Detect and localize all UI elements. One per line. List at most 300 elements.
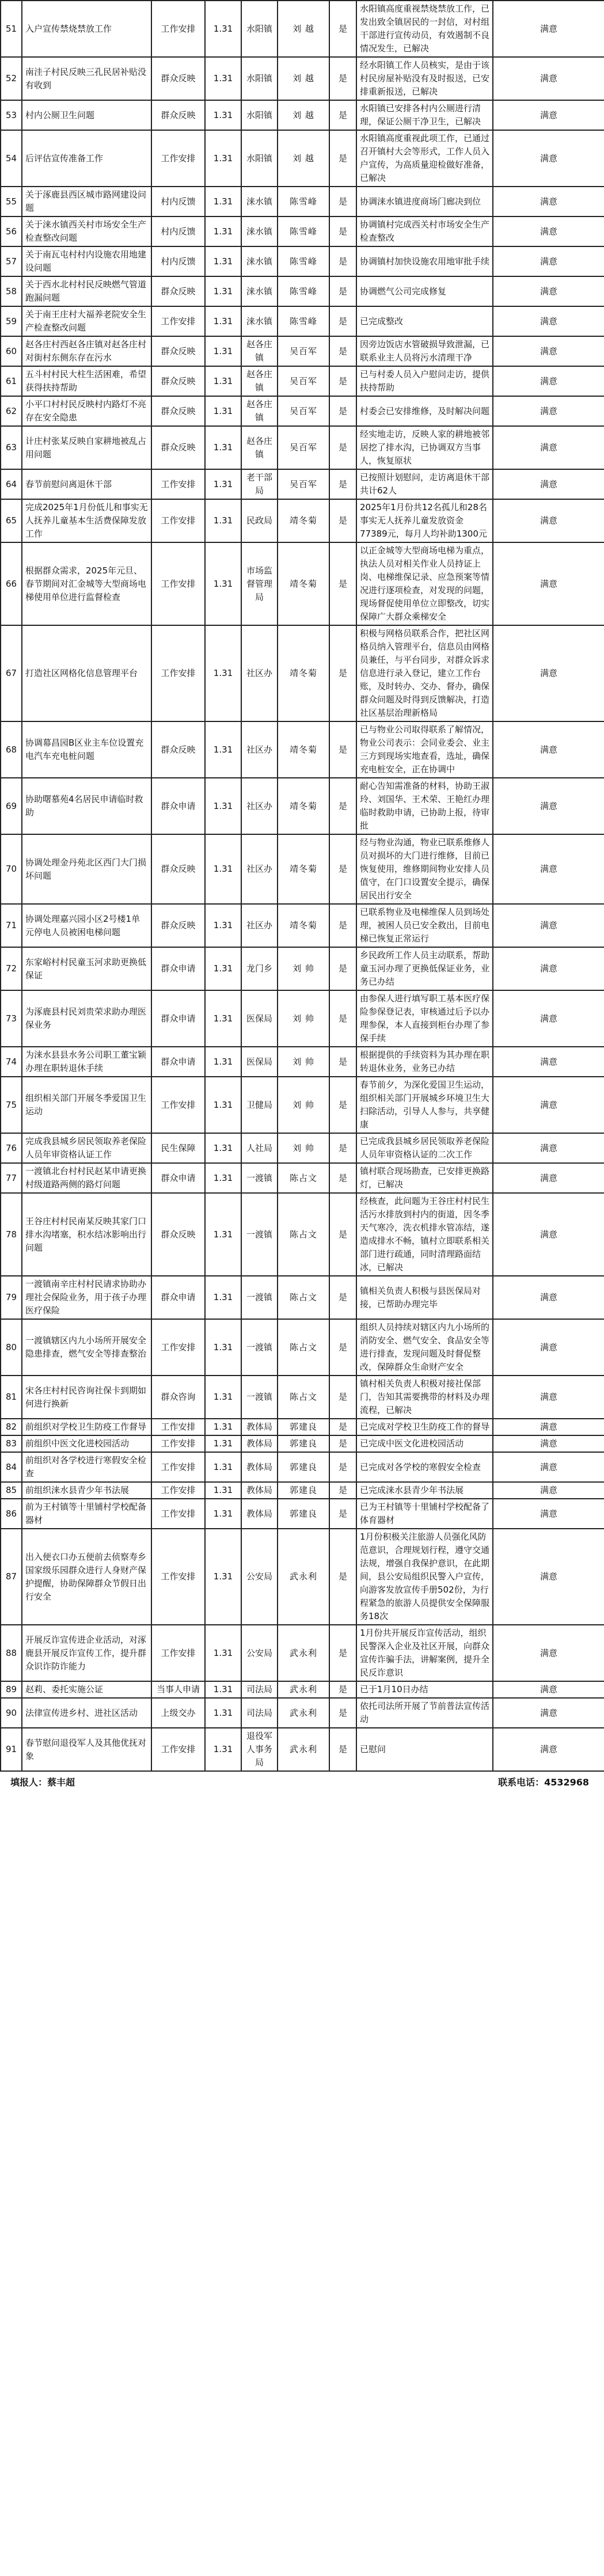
item-date: 1.31 bbox=[205, 1499, 241, 1529]
item-type: 群众反映 bbox=[151, 336, 205, 366]
item-date: 1.31 bbox=[205, 396, 241, 426]
row-number: 57 bbox=[1, 246, 22, 276]
responsible-unit: 医保局 bbox=[241, 1047, 278, 1077]
item-date: 1.31 bbox=[205, 1047, 241, 1077]
satisfaction: 满意 bbox=[493, 1193, 604, 1276]
item-date: 1.31 bbox=[205, 100, 241, 130]
table-row bbox=[1, 904, 604, 947]
responsible-person: 武永利 bbox=[278, 1681, 329, 1698]
completed-flag: 是 bbox=[329, 1482, 356, 1499]
table-row bbox=[1, 216, 604, 246]
item-type: 上级交办 bbox=[151, 1698, 205, 1728]
handling-result: 协调镇村加快设施农用地审批手续 bbox=[356, 246, 493, 276]
table-row bbox=[1, 1319, 604, 1376]
responsible-unit: 退役军人事务局 bbox=[241, 1728, 278, 1771]
satisfaction: 满意 bbox=[493, 778, 604, 834]
handling-result: 镇村联合现场勘查，已安排更换路灯，已解决 bbox=[356, 1163, 493, 1193]
item-type: 工作安排 bbox=[151, 1319, 205, 1376]
completed-flag: 是 bbox=[329, 1728, 356, 1771]
item-date: 1.31 bbox=[205, 1452, 241, 1482]
item-title: 前为王村镇等十里铺村学校配备器材 bbox=[22, 1499, 151, 1529]
table-row bbox=[1, 276, 604, 306]
completed-flag: 是 bbox=[329, 625, 356, 721]
completed-flag: 是 bbox=[329, 1376, 356, 1419]
item-type: 当事人申请 bbox=[151, 1681, 205, 1698]
completed-flag: 是 bbox=[329, 1163, 356, 1193]
item-type: 工作安排 bbox=[151, 1077, 205, 1133]
item-date: 1.31 bbox=[205, 1419, 241, 1435]
table-row bbox=[1, 625, 604, 721]
table-row bbox=[1, 947, 604, 990]
satisfaction: 满意 bbox=[493, 426, 604, 469]
satisfaction: 满意 bbox=[493, 1698, 604, 1728]
completed-flag: 是 bbox=[329, 1276, 356, 1319]
responsible-person: 靖冬菊 bbox=[278, 904, 329, 947]
responsible-unit: 水阳镇 bbox=[241, 130, 278, 187]
completed-flag: 是 bbox=[329, 990, 356, 1047]
item-title: 关于南王庄村大福养老院安全生产检查整改问题 bbox=[22, 306, 151, 336]
handling-result: 因旁边饭店水管破损导致泄漏，已联系业主人员将污水清理干净 bbox=[356, 336, 493, 366]
item-type: 群众反映 bbox=[151, 834, 205, 904]
table-row bbox=[1, 130, 604, 187]
table-row bbox=[1, 1133, 604, 1163]
satisfaction: 满意 bbox=[493, 336, 604, 366]
handling-result: 镇相关负责人积极与县医保局对接，已帮助办理完毕 bbox=[356, 1276, 493, 1319]
responsible-unit: 赵各庄镇 bbox=[241, 366, 278, 396]
responsible-person: 武永利 bbox=[278, 1625, 329, 1681]
row-number: 80 bbox=[1, 1319, 22, 1376]
handling-result: 积极与网格员联系合作，把社区网格员纳入管理平台，信息员由网格员兼任，与平台同步，对群众诉求信息进行录入登记，建立工作台账，及时转办、交办、督办，确保群众问题及时得到反馈解决，打造社区基层治理新格局 bbox=[356, 625, 493, 721]
item-title: 小平口村村民反映村内路灯不亮存在安全隐患 bbox=[22, 396, 151, 426]
item-type: 群众反映 bbox=[151, 721, 205, 778]
responsible-person: 陈雪峰 bbox=[278, 306, 329, 336]
satisfaction: 满意 bbox=[493, 276, 604, 306]
handling-result: 协调镇村完成西关村市场安全生产检查整改 bbox=[356, 216, 493, 246]
row-number: 91 bbox=[1, 1728, 22, 1771]
satisfaction: 满意 bbox=[493, 542, 604, 625]
item-title: 南洼子村民反映三孔民居补贴没有收到 bbox=[22, 57, 151, 100]
handling-result: 已完成涞水县青少年书法展 bbox=[356, 1482, 493, 1499]
table-row bbox=[1, 1193, 604, 1276]
completed-flag: 是 bbox=[329, 366, 356, 396]
responsible-unit: 社区办 bbox=[241, 721, 278, 778]
item-type: 群众申请 bbox=[151, 1276, 205, 1319]
item-title: 出入便衣口办五便前去侦察寿乡国家级乐园群众进行人身财产保护提醒，协助保障群众节假日出行安全 bbox=[22, 1529, 151, 1625]
responsible-person: 郭建良 bbox=[278, 1419, 329, 1435]
row-number: 62 bbox=[1, 396, 22, 426]
form-footer bbox=[0, 1773, 604, 1789]
table-row bbox=[1, 834, 604, 904]
row-number: 66 bbox=[1, 542, 22, 625]
completed-flag: 是 bbox=[329, 1047, 356, 1077]
item-date: 1.31 bbox=[205, 1529, 241, 1625]
item-type: 群众申请 bbox=[151, 778, 205, 834]
table-row bbox=[1, 1376, 604, 1419]
item-type: 工作安排 bbox=[151, 625, 205, 721]
item-title: 一渡镇南辛庄村村民请求协助办理社会保险业务，用于孩子办理医疗保险 bbox=[22, 1276, 151, 1319]
item-title: 完成我县城乡居民领取养老保险人员年审资格认证工作 bbox=[22, 1133, 151, 1163]
table-row bbox=[1, 1625, 604, 1681]
satisfaction: 满意 bbox=[493, 396, 604, 426]
item-date: 1.31 bbox=[205, 904, 241, 947]
item-date: 1.31 bbox=[205, 1077, 241, 1133]
table-row bbox=[1, 57, 604, 100]
responsible-person: 靖冬菊 bbox=[278, 625, 329, 721]
row-number: 52 bbox=[1, 57, 22, 100]
satisfaction: 满意 bbox=[493, 721, 604, 778]
item-date: 1.31 bbox=[205, 499, 241, 542]
table-row bbox=[1, 1482, 604, 1499]
responsible-person: 陈占文 bbox=[278, 1319, 329, 1376]
satisfaction: 满意 bbox=[493, 947, 604, 990]
completed-flag: 是 bbox=[329, 426, 356, 469]
table-row bbox=[1, 100, 604, 130]
item-type: 工作安排 bbox=[151, 130, 205, 187]
responsible-person: 武永利 bbox=[278, 1698, 329, 1728]
item-date: 1.31 bbox=[205, 1163, 241, 1193]
item-date: 1.31 bbox=[205, 990, 241, 1047]
responsible-unit: 一渡镇 bbox=[241, 1163, 278, 1193]
row-number: 82 bbox=[1, 1419, 22, 1435]
item-date: 1.31 bbox=[205, 426, 241, 469]
handling-result: 春节前夕，为深化爱国卫生运动，组织相关部门开展城乡环境卫生大扫除活动，引导人人参与，共享健康 bbox=[356, 1077, 493, 1133]
completed-flag: 是 bbox=[329, 1681, 356, 1698]
item-title: 赵各庄村西赵各庄镇对赵各庄村对街村东侧东存在污水 bbox=[22, 336, 151, 366]
responsible-unit: 一渡镇 bbox=[241, 1193, 278, 1276]
table-row bbox=[1, 1499, 604, 1529]
item-title: 协调幕昌园B区业主车位设置充电汽车充电桩问题 bbox=[22, 721, 151, 778]
responsible-unit: 一渡镇 bbox=[241, 1276, 278, 1319]
completed-flag: 是 bbox=[329, 469, 356, 499]
responsible-person: 郭建良 bbox=[278, 1435, 329, 1452]
table-row bbox=[1, 426, 604, 469]
item-type: 群众申请 bbox=[151, 1047, 205, 1077]
row-number: 63 bbox=[1, 426, 22, 469]
table-row bbox=[1, 1077, 604, 1133]
item-type: 村内反馈 bbox=[151, 187, 205, 216]
handling-result: 已完成对各学校的寒假安全检查 bbox=[356, 1452, 493, 1482]
responsible-person: 陈雪峰 bbox=[278, 246, 329, 276]
completed-flag: 是 bbox=[329, 57, 356, 100]
item-type: 群众反映 bbox=[151, 396, 205, 426]
item-date: 1.31 bbox=[205, 306, 241, 336]
handling-result: 已为王村镇等十里铺村学校配备了体育器材 bbox=[356, 1499, 493, 1529]
handling-result: 镇村相关负责人积极对接社保部门，告知其需要携带的材料及办理流程，已解决 bbox=[356, 1376, 493, 1419]
responsible-unit: 龙门乡 bbox=[241, 947, 278, 990]
satisfaction: 满意 bbox=[493, 1625, 604, 1681]
completed-flag: 是 bbox=[329, 499, 356, 542]
handling-result: 经与物业沟通，物业已联系维修人员对损坏的大门进行维修，目前已恢复使用，维修期间物业安排人员值守，在门口设置安全提示，确保居民出行安全 bbox=[356, 834, 493, 904]
item-date: 1.31 bbox=[205, 1625, 241, 1681]
item-type: 群众申请 bbox=[151, 1163, 205, 1193]
responsible-person: 郭建良 bbox=[278, 1499, 329, 1529]
item-date: 1.31 bbox=[205, 1133, 241, 1163]
responsible-unit: 涞水镇 bbox=[241, 276, 278, 306]
item-type: 群众反映 bbox=[151, 366, 205, 396]
handling-result: 已联系物业及电梯维保人员到场处理，被困人员已安全救出，目前电梯已恢复正常运行 bbox=[356, 904, 493, 947]
satisfaction: 满意 bbox=[493, 1452, 604, 1482]
satisfaction: 满意 bbox=[493, 499, 604, 542]
responsible-unit: 公安局 bbox=[241, 1625, 278, 1681]
handling-result: 已与村委人员入户慰问走访，提供扶持帮助 bbox=[356, 366, 493, 396]
row-number: 83 bbox=[1, 1435, 22, 1452]
row-number: 88 bbox=[1, 1625, 22, 1681]
item-date: 1.31 bbox=[205, 1435, 241, 1452]
responsible-person: 郭建良 bbox=[278, 1482, 329, 1499]
item-type: 工作安排 bbox=[151, 1419, 205, 1435]
row-number: 54 bbox=[1, 130, 22, 187]
handling-result: 已于1月10日办结 bbox=[356, 1681, 493, 1698]
item-title: 关于涞水镇西关村市场安全生产检查整改问题 bbox=[22, 216, 151, 246]
handling-result: 乡民政所工作人员主动联系，帮助童玉河办理了更换低保证业务，业务已办结 bbox=[356, 947, 493, 990]
satisfaction: 满意 bbox=[493, 130, 604, 187]
responsible-person: 刘 帅 bbox=[278, 947, 329, 990]
handling-result: 组织人员持续对辖区内九小场所的消防安全、燃气安全、食品安全等进行排查，发现问题及时督促整改，保障群众生命财产安全 bbox=[356, 1319, 493, 1376]
responsible-person: 陈占文 bbox=[278, 1376, 329, 1419]
table-row bbox=[1, 469, 604, 499]
table-row bbox=[1, 542, 604, 625]
item-date: 1.31 bbox=[205, 57, 241, 100]
item-title: 前组织涞水县青少年书法展 bbox=[22, 1482, 151, 1499]
completed-flag: 是 bbox=[329, 1698, 356, 1728]
item-title: 前组织对学校卫生防疫工作督导 bbox=[22, 1419, 151, 1435]
item-title: 协调处理嘉兴园小区2号楼1单元停电人员被困电梯问题 bbox=[22, 904, 151, 947]
responsible-unit: 一渡镇 bbox=[241, 1376, 278, 1419]
table-row bbox=[1, 1, 604, 57]
row-number: 67 bbox=[1, 625, 22, 721]
item-title: 前组织对各学校进行寒假安全检查 bbox=[22, 1452, 151, 1482]
item-date: 1.31 bbox=[205, 834, 241, 904]
row-number: 86 bbox=[1, 1499, 22, 1529]
handling-result: 耐心告知需准备的材料，协助王淑玲、刘国华、王术荣、王艳红办理临时救助申请，已协助上报，待审批 bbox=[356, 778, 493, 834]
responsible-person: 刘 越 bbox=[278, 57, 329, 100]
row-number: 65 bbox=[1, 499, 22, 542]
handling-result: 协调燃气公司完成修复 bbox=[356, 276, 493, 306]
item-type: 群众申请 bbox=[151, 990, 205, 1047]
completed-flag: 是 bbox=[329, 1419, 356, 1435]
handling-result: 已与物业公司取得联系了解情况，物业公司表示：会同业委会、业主三方到现场实地查看，选址，确保充电桩安全，正在协调中 bbox=[356, 721, 493, 778]
handling-result: 已按照计划慰问，走访离退休干部共计62人 bbox=[356, 469, 493, 499]
item-title: 王谷庄村村民南某反映其家门口排水沟堵塞，积水结冰影响出行问题 bbox=[22, 1193, 151, 1276]
item-type: 工作安排 bbox=[151, 1452, 205, 1482]
responsible-unit: 一渡镇 bbox=[241, 1319, 278, 1376]
satisfaction: 满意 bbox=[493, 1529, 604, 1625]
responsible-person: 武永利 bbox=[278, 1529, 329, 1625]
satisfaction: 满意 bbox=[493, 1728, 604, 1771]
row-number: 60 bbox=[1, 336, 22, 366]
completed-flag: 是 bbox=[329, 276, 356, 306]
completed-flag: 是 bbox=[329, 1499, 356, 1529]
satisfaction: 满意 bbox=[493, 625, 604, 721]
responsible-unit: 社区办 bbox=[241, 625, 278, 721]
satisfaction: 满意 bbox=[493, 1419, 604, 1435]
item-title: 关于涿鹿县西区城市路网建设问题 bbox=[22, 187, 151, 216]
row-number: 61 bbox=[1, 366, 22, 396]
table-row bbox=[1, 1728, 604, 1771]
responsible-unit: 赵各庄镇 bbox=[241, 426, 278, 469]
responsible-person: 刘 越 bbox=[278, 130, 329, 187]
responsible-person: 靖冬菊 bbox=[278, 778, 329, 834]
satisfaction: 满意 bbox=[493, 306, 604, 336]
row-number: 58 bbox=[1, 276, 22, 306]
table-row bbox=[1, 246, 604, 276]
responsible-unit: 教体局 bbox=[241, 1499, 278, 1529]
row-number: 87 bbox=[1, 1529, 22, 1625]
item-date: 1.31 bbox=[205, 542, 241, 625]
completed-flag: 是 bbox=[329, 130, 356, 187]
responsible-unit: 水阳镇 bbox=[241, 1, 278, 57]
responsible-unit: 社区办 bbox=[241, 778, 278, 834]
item-date: 1.31 bbox=[205, 130, 241, 187]
responsible-person: 陈雪峰 bbox=[278, 187, 329, 216]
responsible-person: 刘 帅 bbox=[278, 1133, 329, 1163]
handling-result: 协调涞水镇进度商场门廊决到位 bbox=[356, 187, 493, 216]
handling-result: 村委会已安排维修，及时解决问题 bbox=[356, 396, 493, 426]
table-row bbox=[1, 1435, 604, 1452]
item-date: 1.31 bbox=[205, 1698, 241, 1728]
item-type: 工作安排 bbox=[151, 1529, 205, 1625]
satisfaction: 满意 bbox=[493, 1276, 604, 1319]
item-date: 1.31 bbox=[205, 1276, 241, 1319]
row-number: 59 bbox=[1, 306, 22, 336]
responsible-person: 陈占文 bbox=[278, 1163, 329, 1193]
item-date: 1.31 bbox=[205, 187, 241, 216]
handling-result: 水阳镇已安排各村内公厕进行清理，保证公厕干净卫生，已解决 bbox=[356, 100, 493, 130]
handling-result: 水阳镇高度重视禁烧禁放工作，已发出致全镇居民的一封信，对村组干部进行宣传动员，有效遏制不良情况发生，已解决 bbox=[356, 1, 493, 57]
handling-result: 已完成整改 bbox=[356, 306, 493, 336]
completed-flag: 是 bbox=[329, 721, 356, 778]
handling-result: 1月份共开展反诈宣传活动，组织民警深入企业及社区开展，向群众宣传诈骗手法，讲解案例，提升全民反诈意识 bbox=[356, 1625, 493, 1681]
item-title: 协助曙慕苑4名居民申请临时救助 bbox=[22, 778, 151, 834]
item-title: 为涞水县县水务公司职工董宝颖办理在职转退休手续 bbox=[22, 1047, 151, 1077]
completed-flag: 是 bbox=[329, 947, 356, 990]
row-number: 84 bbox=[1, 1452, 22, 1482]
satisfaction: 满意 bbox=[493, 1376, 604, 1419]
responsible-person: 吴百军 bbox=[278, 426, 329, 469]
responsible-unit: 市场监督管理局 bbox=[241, 542, 278, 625]
item-title: 前组织中医文化进校园活动 bbox=[22, 1435, 151, 1452]
item-title: 完成2025年1月份低儿和事实无人抚养儿童基本生活费保障发放工作 bbox=[22, 499, 151, 542]
item-date: 1.31 bbox=[205, 1681, 241, 1698]
handling-result: 已慰问 bbox=[356, 1728, 493, 1771]
handling-result: 经实地走访，反映人家的耕地被邻居挖了排水沟，已协调双方当事人，恢复原状 bbox=[356, 426, 493, 469]
handling-result: 以正金城等大型商场电梯为重点，执法人员对相关作业人员持证上岗、电梯维保记录、应急预案等情况进行逐项检查，对发现的问题，现场督促使用单位立即整改，切实保障广大群众乘梯安全 bbox=[356, 542, 493, 625]
item-date: 1.31 bbox=[205, 1482, 241, 1499]
completed-flag: 是 bbox=[329, 1625, 356, 1681]
item-title: 春节前慰问离退休干部 bbox=[22, 469, 151, 499]
table-row bbox=[1, 1163, 604, 1193]
row-number: 73 bbox=[1, 990, 22, 1047]
item-date: 1.31 bbox=[205, 625, 241, 721]
row-number: 90 bbox=[1, 1698, 22, 1728]
item-type: 群众反映 bbox=[151, 426, 205, 469]
completed-flag: 是 bbox=[329, 396, 356, 426]
item-title: 协调处理金丹苑北区西门大门损坏问题 bbox=[22, 834, 151, 904]
row-number: 70 bbox=[1, 834, 22, 904]
row-number: 64 bbox=[1, 469, 22, 499]
responsible-person: 吴百军 bbox=[278, 336, 329, 366]
satisfaction: 满意 bbox=[493, 100, 604, 130]
table-row bbox=[1, 306, 604, 336]
table-row bbox=[1, 1529, 604, 1625]
contact-phone: 联系电话：4532968 bbox=[498, 1777, 589, 1788]
item-date: 1.31 bbox=[205, 246, 241, 276]
item-type: 工作安排 bbox=[151, 469, 205, 499]
completed-flag: 是 bbox=[329, 1452, 356, 1482]
satisfaction: 满意 bbox=[493, 469, 604, 499]
responsible-person: 刘 帅 bbox=[278, 1077, 329, 1133]
item-type: 工作安排 bbox=[151, 1499, 205, 1529]
row-number: 72 bbox=[1, 947, 22, 990]
item-type: 群众反映 bbox=[151, 276, 205, 306]
completed-flag: 是 bbox=[329, 100, 356, 130]
responsible-person: 陈占文 bbox=[278, 1276, 329, 1319]
item-type: 村内反馈 bbox=[151, 216, 205, 246]
responsible-unit: 涞水镇 bbox=[241, 306, 278, 336]
satisfaction: 满意 bbox=[493, 904, 604, 947]
completed-flag: 是 bbox=[329, 246, 356, 276]
table-row bbox=[1, 187, 604, 216]
row-number: 51 bbox=[1, 1, 22, 57]
item-type: 工作安排 bbox=[151, 1625, 205, 1681]
responsible-unit: 公安局 bbox=[241, 1529, 278, 1625]
filler-label: 填报人：蔡丰超 bbox=[10, 1777, 75, 1788]
completed-flag: 是 bbox=[329, 1133, 356, 1163]
responsible-unit: 教体局 bbox=[241, 1482, 278, 1499]
item-type: 工作安排 bbox=[151, 1, 205, 57]
item-date: 1.31 bbox=[205, 1, 241, 57]
item-title: 法律宣传进乡村、进社区活动 bbox=[22, 1698, 151, 1728]
item-title: 入户宣传禁烧禁放工作 bbox=[22, 1, 151, 57]
responsible-person: 靖冬菊 bbox=[278, 834, 329, 904]
row-number: 74 bbox=[1, 1047, 22, 1077]
table-row bbox=[1, 990, 604, 1047]
row-number: 75 bbox=[1, 1077, 22, 1133]
handling-result: 已完成中医文化进校园活动 bbox=[356, 1435, 493, 1452]
handling-result: 2025年1月份共12名孤儿和28名事实无人抚养儿童发放资金77389元，每月人均补助1300元 bbox=[356, 499, 493, 542]
row-number: 79 bbox=[1, 1276, 22, 1319]
item-title: 赵莉、委托实施公证 bbox=[22, 1681, 151, 1698]
item-date: 1.31 bbox=[205, 1319, 241, 1376]
row-number: 85 bbox=[1, 1482, 22, 1499]
responsible-person: 刘 帅 bbox=[278, 990, 329, 1047]
table-row bbox=[1, 366, 604, 396]
responsible-person: 武永利 bbox=[278, 1728, 329, 1771]
item-type: 群众反映 bbox=[151, 904, 205, 947]
responsible-unit: 水阳镇 bbox=[241, 57, 278, 100]
item-title: 根据群众需求，2025年元旦、春节期间对汇金城等大型商场电梯使用单位进行监督检查 bbox=[22, 542, 151, 625]
handling-result: 由参保人进行填写职工基本医疗保险参保登记表，审核通过后予以办理参保，本人直接到柜台办理了参保手续 bbox=[356, 990, 493, 1047]
handling-result: 经核查，此问题为王谷庄村村民生活污水排放到村内的街道，因冬季天气寒冷，洗衣机排水管冻结，遂造成排水不畅，镇村立即联系相关部门进行疏通，同时清理路面结冰，已解决 bbox=[356, 1193, 493, 1276]
item-title: 计庄村张某反映自家耕地被乱占用问题 bbox=[22, 426, 151, 469]
row-number: 89 bbox=[1, 1681, 22, 1698]
satisfaction: 满意 bbox=[493, 1077, 604, 1133]
item-title: 打造社区网格化信息管理平台 bbox=[22, 625, 151, 721]
table-row bbox=[1, 396, 604, 426]
item-title: 宋各庄村村民咨询社保卡到期如何进行换新 bbox=[22, 1376, 151, 1419]
table-row bbox=[1, 721, 604, 778]
handling-result: 根据提供的手续资料为其办理在职转退休业务，业务已办结 bbox=[356, 1047, 493, 1077]
satisfaction: 满意 bbox=[493, 1499, 604, 1529]
responsible-person: 刘 帅 bbox=[278, 1047, 329, 1077]
row-number: 68 bbox=[1, 721, 22, 778]
responsible-unit: 涞水镇 bbox=[241, 216, 278, 246]
responsible-person: 吴百军 bbox=[278, 366, 329, 396]
item-date: 1.31 bbox=[205, 1193, 241, 1276]
completed-flag: 是 bbox=[329, 306, 356, 336]
responsible-unit: 司法局 bbox=[241, 1681, 278, 1698]
satisfaction: 满意 bbox=[493, 1681, 604, 1698]
